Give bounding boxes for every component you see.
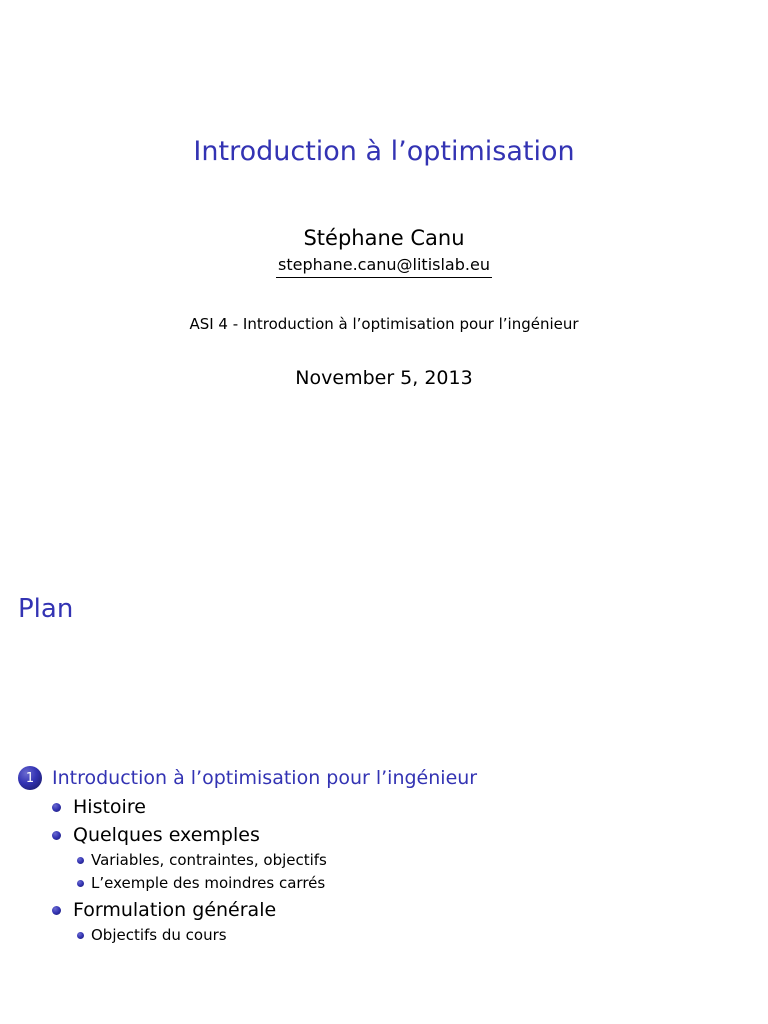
presentation-date: November 5, 2013 — [295, 367, 473, 389]
ball-bullet-icon — [52, 906, 61, 915]
outline-subsubsection-variables — [77, 850, 327, 870]
outline-subsubsection-moindres-carres — [77, 873, 325, 893]
ball-bullet-icon — [52, 803, 61, 812]
outline-subsection-label: Histoire — [73, 796, 146, 818]
outline-subsubsection-label: Objectifs du cours — [91, 926, 227, 944]
outline-subsection-label: Quelques exemples — [73, 824, 260, 846]
author-name: Stéphane Canu — [303, 226, 465, 250]
outline-subsection-exemples — [52, 823, 260, 847]
ball-bullet-icon — [52, 831, 61, 840]
ball-bullet-icon — [77, 880, 84, 887]
outline-subsection-histoire — [52, 795, 146, 819]
outline-subsection-label: Formulation générale — [73, 899, 277, 921]
author-email-line — [0, 255, 768, 278]
outline-section-label: Introduction à l’optimisation pour l’ingénieur — [52, 767, 478, 789]
outline-subsection-formulation — [52, 898, 276, 922]
author-email: stephane.canu@litislab.eu — [276, 255, 492, 278]
presentation-title: Introduction à l’optimisation — [193, 136, 575, 167]
plan-slide — [0, 512, 768, 1024]
course-institute: ASI 4 - Introduction à l’optimisation pour l’ingénieur — [189, 315, 579, 333]
outline-subsubsection-label: L’exemple des moindres carrés — [91, 874, 326, 892]
outline-subsubsection-label: Variables, contraintes, objectifs — [91, 851, 327, 869]
outline-subsubsection-objectifs — [77, 925, 227, 945]
ball-bullet-icon — [77, 932, 84, 939]
ball-bullet-icon — [77, 857, 84, 864]
outline-section-1 — [18, 765, 477, 791]
plan-title: Plan — [18, 594, 74, 624]
numbered-ball-icon: 1 — [18, 766, 42, 790]
